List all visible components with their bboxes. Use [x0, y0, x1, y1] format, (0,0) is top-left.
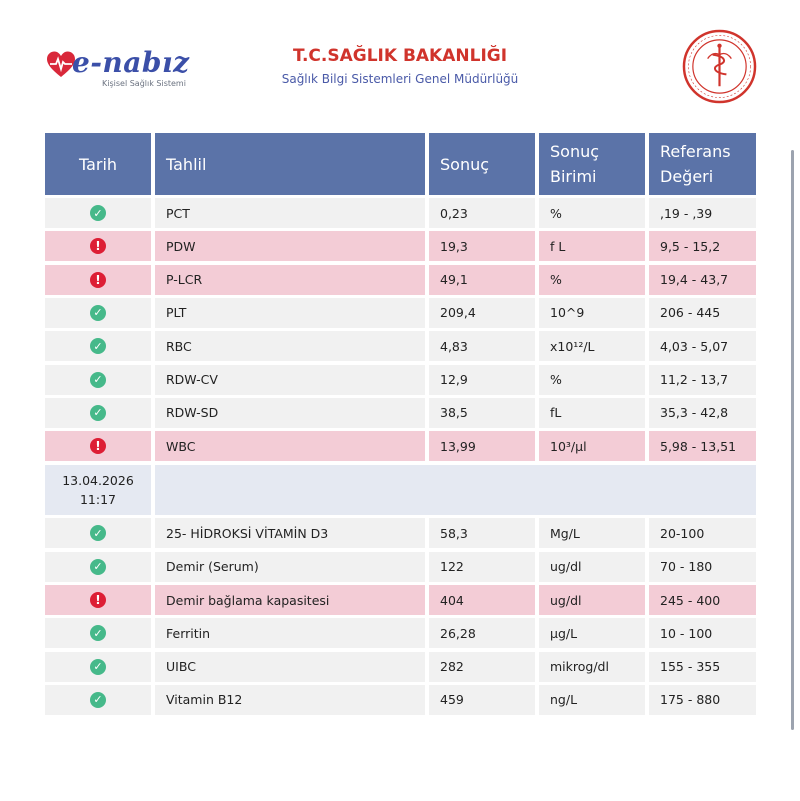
status-cell: [45, 518, 151, 548]
result-value: 19,3: [429, 231, 535, 261]
result-value: 282: [429, 652, 535, 682]
ref-header-line2: Değeri: [660, 167, 714, 186]
result-unit: 10^9: [539, 298, 645, 328]
result-value: 49,1: [429, 265, 535, 295]
test-name: PCT: [155, 198, 425, 228]
test-name: UIBC: [155, 652, 425, 682]
table-row[interactable]: [45, 585, 756, 615]
result-unit: fL: [539, 398, 645, 428]
page-subtitle: Sağlık Bilgi Sistemleri Genel Müdürlüğü: [281, 72, 519, 86]
table-row[interactable]: [45, 685, 756, 715]
test-name: 25- HİDROKSİ VİTAMİN D3: [155, 518, 425, 548]
test-name: PLT: [155, 298, 425, 328]
date-group-row: [45, 465, 756, 515]
result-unit: x10¹²/L: [539, 331, 645, 361]
reference-range: 9,5 - 15,2: [649, 231, 756, 261]
status-cell: [45, 652, 151, 682]
column-header-date[interactable]: Tarih: [45, 133, 151, 195]
result-value: 0,23: [429, 198, 535, 228]
column-header-test[interactable]: Tahlil: [155, 133, 425, 195]
result-unit: ng/L: [539, 685, 645, 715]
status-cell: [45, 685, 151, 715]
table-row[interactable]: [45, 618, 756, 648]
ref-header-line1: Referans: [660, 142, 731, 161]
reference-range: 175 - 880: [649, 685, 756, 715]
result-value: 12,9: [429, 365, 535, 395]
reference-range: 70 - 180: [649, 552, 756, 582]
result-value: 209,4: [429, 298, 535, 328]
result-unit: 10³/µl: [539, 431, 645, 461]
reference-range: 5,98 - 13,51: [649, 431, 756, 461]
check-circle-icon: ✓: [90, 659, 106, 675]
check-circle-icon: ✓: [90, 625, 106, 641]
status-cell: [45, 431, 151, 461]
status-cell: [45, 298, 151, 328]
check-circle-icon: ✓: [90, 305, 106, 321]
logo-subtitle: Kişisel Sağlık Sistemi: [102, 79, 186, 88]
test-name: RDW-SD: [155, 398, 425, 428]
enabiz-logo: [46, 44, 196, 90]
status-cell: [45, 365, 151, 395]
reference-range: 155 - 355: [649, 652, 756, 682]
status-cell: [45, 398, 151, 428]
status-cell: [45, 552, 151, 582]
status-cell: [45, 585, 151, 615]
table-row[interactable]: [45, 518, 756, 548]
status-cell: [45, 231, 151, 261]
test-name: WBC: [155, 431, 425, 461]
table-row[interactable]: [45, 652, 756, 682]
check-circle-icon: ✓: [90, 559, 106, 575]
status-cell: [45, 331, 151, 361]
check-circle-icon: ✓: [90, 338, 106, 354]
result-unit: %: [539, 265, 645, 295]
alert-circle-icon: !: [90, 592, 106, 608]
table-row[interactable]: [45, 552, 756, 582]
table-row[interactable]: [45, 398, 756, 428]
group-date: 13.04.2026: [62, 473, 134, 489]
vertical-scrollbar[interactable]: [791, 150, 794, 730]
reference-range: 245 - 400: [649, 585, 756, 615]
reference-range: 11,2 - 13,7: [649, 365, 756, 395]
table-row[interactable]: [45, 231, 756, 261]
logo-text: e-nabız: [72, 46, 190, 79]
column-header-reference[interactable]: [649, 133, 756, 195]
check-circle-icon: ✓: [90, 692, 106, 708]
check-circle-icon: ✓: [90, 205, 106, 221]
test-name: Demir bağlama kapasitesi: [155, 585, 425, 615]
date-row-spacer: [155, 465, 756, 515]
result-value: 26,28: [429, 618, 535, 648]
alert-circle-icon: !: [90, 238, 106, 254]
alert-circle-icon: !: [90, 272, 106, 288]
result-unit: %: [539, 365, 645, 395]
test-name: RDW-CV: [155, 365, 425, 395]
result-value: 13,99: [429, 431, 535, 461]
table-row[interactable]: [45, 198, 756, 228]
result-value: 38,5: [429, 398, 535, 428]
reference-range: 4,03 - 5,07: [649, 331, 756, 361]
reference-range: 19,4 - 43,7: [649, 265, 756, 295]
test-name: Ferritin: [155, 618, 425, 648]
status-cell: [45, 618, 151, 648]
unit-header-line1: Sonuç: [550, 142, 600, 161]
page-title: T.C.SAĞLIK BAKANLIĞI: [292, 46, 508, 66]
result-unit: ug/dl: [539, 552, 645, 582]
table-row[interactable]: [45, 365, 756, 395]
group-time: 11:17: [79, 492, 117, 508]
column-header-unit[interactable]: [539, 133, 645, 195]
result-unit: ug/dl: [539, 585, 645, 615]
table-row[interactable]: [45, 431, 756, 461]
reference-range: 10 - 100: [649, 618, 756, 648]
table-header: [45, 133, 756, 195]
result-value: 58,3: [429, 518, 535, 548]
ministry-seal-icon: [682, 29, 757, 104]
test-name: Demir (Serum): [155, 552, 425, 582]
column-header-result[interactable]: Sonuç: [429, 133, 535, 195]
result-value: 4,83: [429, 331, 535, 361]
check-circle-icon: ✓: [90, 405, 106, 421]
result-unit: µg/L: [539, 618, 645, 648]
reference-range: ,19 - ,39: [649, 198, 756, 228]
result-unit: %: [539, 198, 645, 228]
test-name: Vitamin B12: [155, 685, 425, 715]
test-name: P-LCR: [155, 265, 425, 295]
reference-range: 20-100: [649, 518, 756, 548]
reference-range: 206 - 445: [649, 298, 756, 328]
check-circle-icon: ✓: [90, 525, 106, 541]
alert-circle-icon: !: [90, 438, 106, 454]
status-cell: [45, 265, 151, 295]
test-name: RBC: [155, 331, 425, 361]
result-value: 404: [429, 585, 535, 615]
result-value: 122: [429, 552, 535, 582]
status-cell: [45, 198, 151, 228]
result-value: 459: [429, 685, 535, 715]
table-row[interactable]: [45, 331, 756, 361]
reference-range: 35,3 - 42,8: [649, 398, 756, 428]
date-cell: [45, 465, 151, 515]
result-unit: mikrog/dl: [539, 652, 645, 682]
result-unit: f L: [539, 231, 645, 261]
test-name: PDW: [155, 231, 425, 261]
unit-header-line2: Birimi: [550, 167, 597, 186]
check-circle-icon: ✓: [90, 372, 106, 388]
result-unit: Mg/L: [539, 518, 645, 548]
table-row[interactable]: [45, 298, 756, 328]
table-row[interactable]: [45, 265, 756, 295]
